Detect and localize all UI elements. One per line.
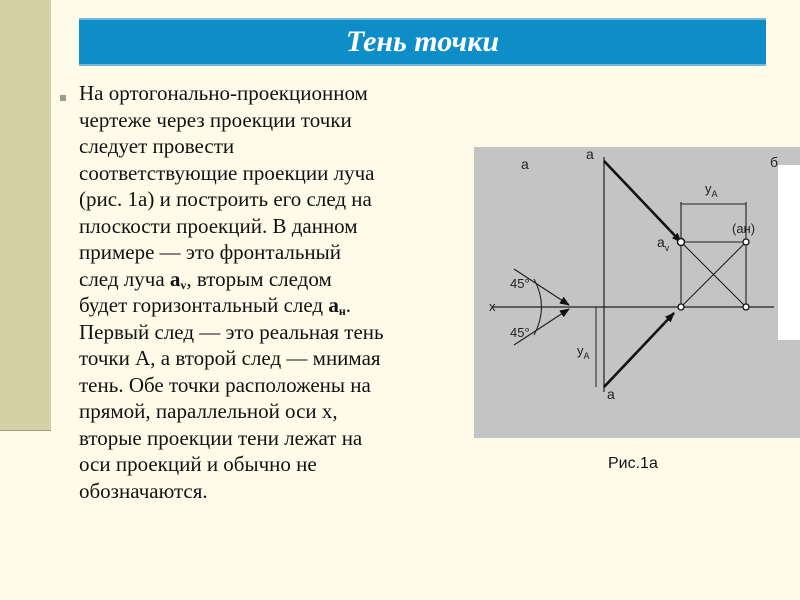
- trace-v-label: $a_v$: [169, 266, 187, 292]
- trace-h-label: $a_н$: [328, 293, 346, 318]
- angle-label-bottom: 45°: [510, 325, 530, 340]
- point-axis-1: [678, 304, 684, 310]
- ray-horizontal-projection: [604, 313, 674, 387]
- ray-front-projection: [604, 161, 681, 242]
- figure-caption: Рис.1а: [608, 455, 658, 472]
- point-label-front: a: [586, 147, 594, 162]
- dim-label-left: $y_A$: [577, 343, 590, 361]
- panel-label-b: б: [770, 154, 779, 170]
- body-text-part3: . Первый след — это реальная тень точки А, а второй след — мнимая тень. Обе точки расположены на прямой, параллельной оси x, вторые проекции тени лежат на оси проекций и обычно не обозначаются.: [79, 293, 384, 503]
- panel-label-a: а: [521, 156, 529, 172]
- body-text: [79, 80, 474, 504]
- bullet-marker: [60, 95, 66, 101]
- angle-label-top: 45°: [510, 276, 530, 291]
- projection-drawing: [474, 147, 800, 438]
- point-label-horizontal: a: [607, 386, 615, 402]
- figure-1a: [474, 147, 800, 438]
- body-text-part2: , вторым следом будет горизонтальный след: [79, 266, 332, 317]
- left-decor-stripe: [0, 0, 51, 430]
- stripe-divider: [0, 430, 51, 431]
- point-ah: [743, 239, 749, 245]
- point-av: [678, 239, 685, 246]
- axis-label-x: x: [489, 299, 496, 314]
- figure-edge-white: [778, 165, 800, 340]
- slide-title: Тень точки: [79, 18, 766, 66]
- point-axis-2: [743, 304, 749, 310]
- dim-label-top: $y_A$: [705, 181, 718, 199]
- body-text-part1: На ортогонально-проекционном чертеже через проекции точки следует провести соответствующие проекции луча (рис. 1а) и построить его след на плоскости проекций. В данном примере — это фронтальный след луча: [79, 81, 375, 291]
- point-label-av: $a_v$: [657, 234, 670, 253]
- point-label-ah: (aн): [732, 221, 756, 236]
